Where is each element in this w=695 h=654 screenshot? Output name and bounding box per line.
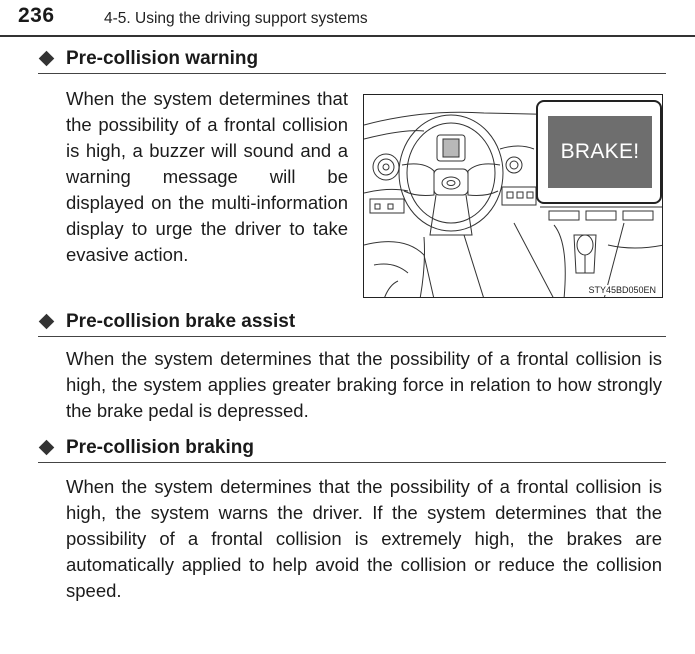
brake-warning-display: BRAKE! <box>548 116 652 188</box>
heading-text: Pre-collision braking <box>66 437 254 458</box>
display-callout <box>536 100 662 204</box>
header-rule <box>0 35 695 37</box>
chapter-title: 4-5. Using the driving support systems <box>104 10 368 27</box>
section-body-pre-collision-brake-assist: When the system determines that the possibility of a frontal collision is high, the system applies greater braking force in relation to how strongly the brake pedal is depressed. <box>66 348 662 421</box>
diamond-bullet-icon <box>39 314 55 330</box>
dashboard-illustration <box>363 94 663 298</box>
page-header <box>0 0 695 36</box>
page-number: 236 <box>18 4 55 27</box>
section-body-pre-collision-warning: When the system determines that the possibility of a frontal collision is high, a buzzer will sound and a warning message will be displayed on the multi-information display to urge the driver to take evasive action. <box>66 88 348 265</box>
heading-text: Pre-collision brake assist <box>66 311 296 332</box>
section-heading-pre-collision-warning <box>38 47 666 74</box>
diamond-bullet-icon <box>39 440 55 456</box>
section-heading-pre-collision-braking <box>38 436 666 463</box>
diamond-bullet-icon <box>39 51 55 67</box>
section-heading-pre-collision-brake-assist <box>38 310 666 337</box>
section-body-pre-collision-braking: When the system determines that the possibility of a frontal collision is high, the system warns the driver. If the system determines that the possibility of a frontal collision is extremely high, the brakes are automatically applied to help avoid the collision or reduce the collision speed. <box>66 476 662 601</box>
figure-code: STY45BD050EN <box>588 285 656 295</box>
heading-text: Pre-collision warning <box>66 48 259 69</box>
